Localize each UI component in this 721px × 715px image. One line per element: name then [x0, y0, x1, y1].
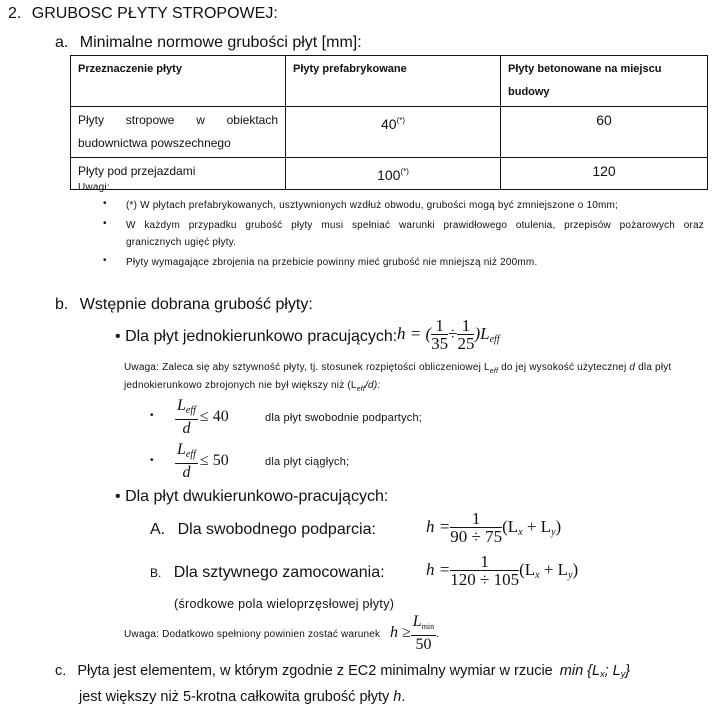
part-a-label: a. [55, 34, 69, 51]
cell-purpose: Płyty pod przejazdami [71, 158, 286, 190]
extra-formula [390, 614, 439, 653]
denominator: 25 [457, 334, 475, 353]
sub-x: x [535, 569, 540, 581]
two-way-item [150, 521, 376, 539]
cell-prefab [286, 107, 501, 158]
formula-plus: + L [539, 559, 569, 579]
formula-close: ) [572, 559, 579, 579]
prefab-footnote-mark: (*) [400, 167, 409, 176]
sub-y: y [551, 526, 556, 538]
numerator [175, 442, 198, 464]
section-heading [8, 5, 278, 23]
part-b-heading [55, 296, 313, 314]
item-label: Dla swobodnego podparcia: [177, 521, 376, 538]
part-c-var-h: h [393, 689, 402, 705]
min-sep: ; L [604, 663, 621, 679]
section-number: 2. [8, 5, 22, 22]
formula-lhs: h = ( [397, 323, 432, 343]
header-purpose: Przeznaczenie płyty [71, 56, 286, 107]
bullet-icon: • [150, 410, 154, 421]
part-b-label: b. [55, 296, 69, 313]
min-sub-y: y [620, 669, 626, 679]
fraction [431, 318, 448, 352]
divide-op: ÷ [448, 323, 458, 343]
num-var: L [412, 613, 422, 630]
cell-cast: 120 [501, 158, 708, 190]
prefab-footnote-mark: (*) [396, 116, 406, 125]
bullet-icon: • [103, 255, 107, 266]
fraction [175, 442, 198, 481]
note-sub: eff [489, 368, 499, 375]
section-title: GRUBOSC PŁYTY STROPOWEJ: [31, 5, 278, 22]
denominator: 35 [431, 334, 449, 353]
cell-cast: 60 [501, 107, 708, 158]
formula-lhs: h = [426, 559, 451, 579]
num-sub: eff [185, 449, 196, 460]
bullet-icon: • [115, 328, 121, 345]
one-way-heading [115, 328, 397, 346]
table-row [71, 107, 708, 158]
part-a-title: Minimalne normowe grubości płyt [mm]: [79, 34, 362, 51]
formula-lhs: h ≥ [390, 624, 411, 642]
formula-end: . [436, 626, 440, 641]
item-letter: A. [150, 521, 166, 538]
part-c-line1 [55, 663, 705, 679]
two-way-formula [426, 554, 578, 588]
numerator: 1 [450, 511, 502, 528]
header-cast: Płyty betonowane na miejscu budowy [501, 56, 708, 107]
denominator: d [182, 420, 191, 437]
one-way-formula [397, 318, 500, 352]
sub-x: x [518, 526, 523, 538]
part-c-end: . [401, 689, 406, 705]
one-way-note-line2 [124, 380, 380, 393]
header-prefab: Płyty prefabrykowane [286, 56, 501, 107]
part-c-text: jest większy niż 5-krotna całkowita grubość płyty [79, 689, 390, 705]
note-text: Uwaga: Zaleca się aby sztywność płyty, tj. stosunek rozpiętości obliczeniowej L [124, 362, 490, 373]
cell-prefab [286, 158, 501, 190]
notes-title: Uwagi: [78, 182, 110, 193]
table-header-row [71, 56, 708, 107]
formula-plus: + L [522, 516, 552, 536]
bullet-icon: • [150, 455, 154, 466]
denominator: d [182, 464, 191, 481]
note-item: (*) W płytach prefabrykowanych, usztywnionych wzdłuż obwodu, grubości mogą być zmniejszone o 10mm; [126, 200, 619, 211]
table-row [71, 158, 708, 190]
cell-purpose [71, 107, 286, 158]
formula-lhs: h = [426, 516, 451, 536]
relation: ≤ 50 [199, 452, 229, 470]
prefab-value: 100 [377, 167, 401, 183]
cell-purpose-text: Płyty stropowe w obiektach budownictwa powszechnego [78, 113, 278, 150]
prefab-value: 40 [380, 116, 397, 132]
min-sub-x: x [600, 669, 605, 679]
sub-y: y [568, 569, 573, 581]
condition-desc: dla płyt swobodnie podpartych; [265, 412, 423, 424]
fraction [450, 554, 519, 588]
one-way-label: Dla płyt jednokierunkowo pracujących: [125, 328, 398, 345]
num-sub: min [421, 622, 435, 631]
numerator: 1 [457, 318, 474, 335]
note-item-continued: granicznych ugięć płyty. [126, 237, 237, 248]
denominator: 90 ÷ 75 [450, 527, 503, 546]
formula-rhs: (L [502, 516, 519, 536]
min-expr: min {L [559, 663, 601, 679]
note-text: dla płyt [635, 362, 672, 373]
part-a-heading [55, 34, 362, 52]
num-var: L [177, 397, 186, 414]
formula-rhs: (L [519, 559, 536, 579]
num-sub: eff [185, 405, 196, 416]
item-letter: B. [150, 566, 162, 580]
numerator: 1 [431, 318, 448, 335]
formula-rhs-sub: eff [489, 333, 500, 345]
item-label: Dla sztywnego zamocowania: [173, 564, 385, 581]
two-way-sub-note: (środkowe pola wieloprzęsłowej płyty) [174, 597, 395, 611]
two-way-heading [115, 488, 388, 506]
bullet-icon: • [103, 218, 107, 229]
part-b-title: Wstępnie dobrana grubość płyty: [79, 296, 313, 313]
part-c-label: c. [55, 663, 67, 679]
note-item: Płyty wymagające zbrojenia na przebicie powinny mieć grubość nie mniejszą niż 200mm. [126, 257, 538, 268]
extra-note: Uwaga: Dodatkowo spełniony powinien zostać warunek [124, 629, 381, 640]
fraction [457, 318, 474, 352]
formula-close: ) [555, 516, 562, 536]
two-way-label: Dla płyt dwukierunkowo-pracujących: [125, 488, 389, 505]
condition-formula [175, 398, 229, 437]
bullet-icon: • [115, 488, 121, 505]
note-var: d [629, 362, 636, 373]
numerator [411, 614, 436, 636]
note-text: jednokierunkowo zbrojonych nie był większy niż (L [124, 380, 357, 391]
numerator: 1 [450, 554, 519, 571]
formula-rhs: )L [474, 323, 490, 343]
denominator: 50 [415, 636, 432, 653]
condition-desc: dla płyt ciągłych; [265, 456, 350, 468]
one-way-note [124, 362, 706, 375]
min-close: } [625, 663, 631, 679]
note-text: /d): [365, 380, 381, 391]
note-item: W każdym przypadku grubość płyty musi spełniać warunki prawidłowego otulenia, przepisów pożarowych oraz [126, 220, 704, 231]
part-c-text: Płyta jest elementem, w którym zgodnie z EC2 minimalny wymiar w rzucie [77, 663, 553, 679]
fraction [411, 614, 436, 653]
note-sub: eff [356, 386, 366, 393]
condition-formula [175, 442, 229, 481]
bullet-icon: • [103, 198, 107, 209]
numerator [175, 398, 198, 420]
part-c-line2 [79, 689, 405, 705]
fraction [175, 398, 198, 437]
two-way-item [150, 564, 385, 582]
min-thickness-table [70, 55, 708, 190]
fraction [450, 511, 502, 545]
denominator: 120 ÷ 105 [450, 570, 520, 589]
two-way-formula [426, 511, 561, 545]
note-text: do jej wysokość użytecznej [498, 362, 630, 373]
num-var: L [177, 441, 186, 458]
relation: ≤ 40 [199, 408, 229, 426]
